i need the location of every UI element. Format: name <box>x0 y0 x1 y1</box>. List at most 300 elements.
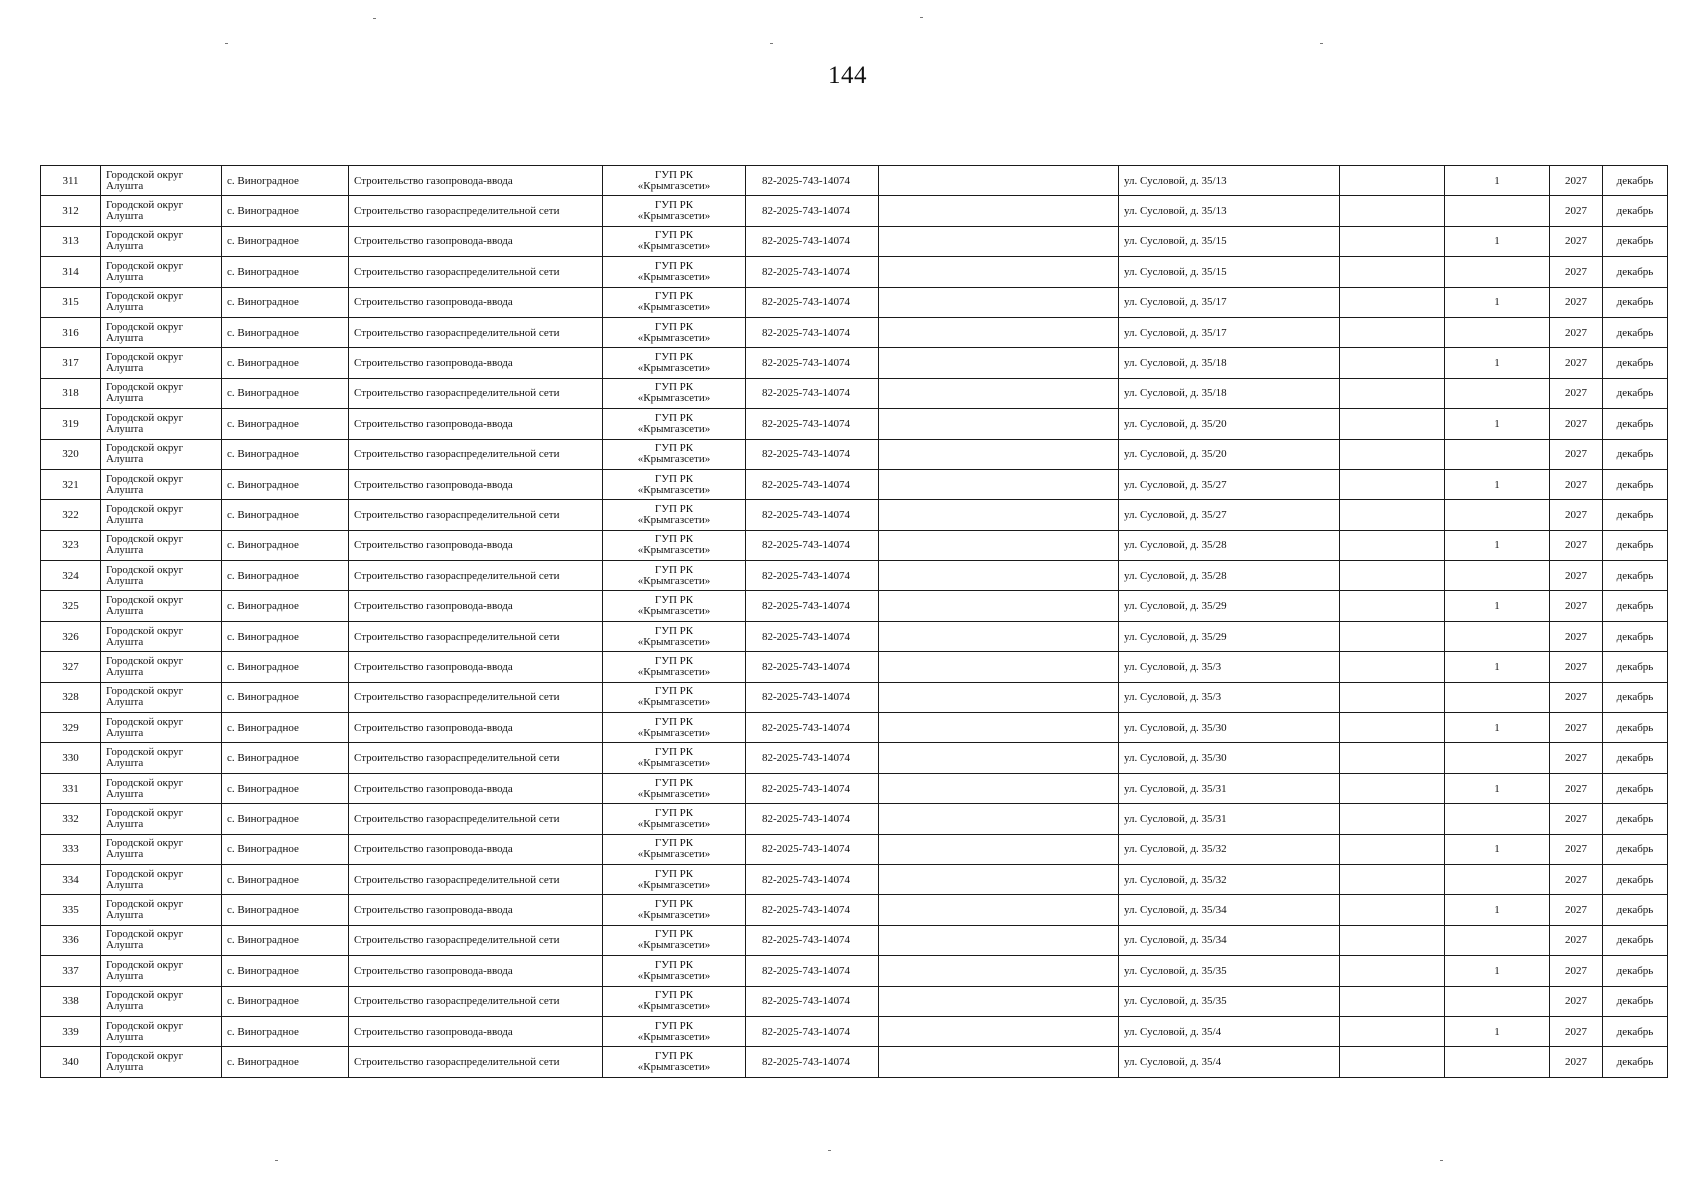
org-name-line1: ГУП РК <box>654 624 694 637</box>
table-row <box>41 287 1668 317</box>
cell-district: Городской округ Алушта <box>101 348 222 378</box>
cell-program-code: 82-2025-743-14074 <box>746 317 879 347</box>
org-name-line2: «Крымгазсети» <box>637 605 711 618</box>
cell-empty <box>1340 682 1445 712</box>
cell-program-code: 82-2025-743-14074 <box>746 257 879 287</box>
org-name-line2: «Крымгазсети» <box>637 544 711 557</box>
cell-empty <box>1340 652 1445 682</box>
cell-row-number: 339 <box>41 1016 101 1046</box>
cell-row-number: 325 <box>41 591 101 621</box>
cell-year: 2027 <box>1550 348 1603 378</box>
scan-speck <box>828 1150 831 1151</box>
cell-month: декабрь <box>1603 591 1668 621</box>
cell-work-type: Строительство газопровода-ввода <box>349 834 603 864</box>
cell-month: декабрь <box>1603 317 1668 347</box>
org-name-line2: «Крымгазсети» <box>637 635 711 648</box>
cell-settlement: с. Виноградное <box>222 591 349 621</box>
cell-district: Городской округ Алушта <box>101 257 222 287</box>
table-row <box>41 226 1668 256</box>
cell-count <box>1445 196 1550 226</box>
org-name-line2: «Крымгазсети» <box>637 817 711 830</box>
cell-address: ул. Сусловой, д. 35/31 <box>1119 804 1340 834</box>
cell-program-code: 82-2025-743-14074 <box>746 196 879 226</box>
cell-settlement: с. Виноградное <box>222 956 349 986</box>
cell-organization <box>603 743 746 773</box>
table-body <box>41 166 1668 1078</box>
cell-row-number: 312 <box>41 196 101 226</box>
cell-district: Городской округ Алушта <box>101 196 222 226</box>
cell-organization <box>603 682 746 712</box>
table-row <box>41 469 1668 499</box>
cell-row-number: 328 <box>41 682 101 712</box>
org-name-line2: «Крымгазсети» <box>637 848 711 861</box>
cell-month: декабрь <box>1603 561 1668 591</box>
cell-count <box>1445 864 1550 894</box>
table-row <box>41 956 1668 986</box>
cell-empty <box>1340 591 1445 621</box>
cell-work-type: Строительство газораспределительной сети <box>349 196 603 226</box>
cell-month: декабрь <box>1603 1047 1668 1077</box>
cell-work-type: Строительство газораспределительной сети <box>349 925 603 955</box>
cell-empty <box>1340 834 1445 864</box>
cell-program-code: 82-2025-743-14074 <box>746 500 879 530</box>
cell-row-number: 334 <box>41 864 101 894</box>
org-name-line1: ГУП РК <box>654 654 694 667</box>
cell-program-code: 82-2025-743-14074 <box>746 287 879 317</box>
cell-year: 2027 <box>1550 864 1603 894</box>
cell-settlement: с. Виноградное <box>222 1047 349 1077</box>
org-name-line1: ГУП РК <box>654 837 694 850</box>
cell-month: декабрь <box>1603 956 1668 986</box>
cell-empty <box>1340 713 1445 743</box>
scan-speck <box>1440 1160 1443 1161</box>
cell-empty <box>1340 226 1445 256</box>
cell-settlement: с. Виноградное <box>222 834 349 864</box>
cell-count <box>1445 804 1550 834</box>
org-name-line1: ГУП РК <box>654 229 694 242</box>
cell-program-code: 82-2025-743-14074 <box>746 348 879 378</box>
cell-empty <box>1340 895 1445 925</box>
cell-count <box>1445 257 1550 287</box>
cell-empty <box>879 925 1119 955</box>
cell-month: декабрь <box>1603 804 1668 834</box>
org-name-line2: «Крымгазсети» <box>637 969 711 982</box>
cell-empty <box>879 743 1119 773</box>
cell-district: Городской округ Алушта <box>101 773 222 803</box>
cell-month: декабрь <box>1603 530 1668 560</box>
cell-settlement: с. Виноградное <box>222 864 349 894</box>
cell-program-code: 82-2025-743-14074 <box>746 804 879 834</box>
cell-settlement: с. Виноградное <box>222 925 349 955</box>
cell-empty <box>879 409 1119 439</box>
cell-address: ул. Сусловой, д. 35/18 <box>1119 378 1340 408</box>
cell-work-type: Строительство газопровода-ввода <box>349 226 603 256</box>
cell-count <box>1445 317 1550 347</box>
cell-organization <box>603 713 746 743</box>
cell-count: 1 <box>1445 773 1550 803</box>
cell-organization <box>603 864 746 894</box>
cell-district: Городской округ Алушта <box>101 682 222 712</box>
cell-empty <box>1340 621 1445 651</box>
cell-row-number: 335 <box>41 895 101 925</box>
cell-empty <box>879 348 1119 378</box>
scan-speck <box>770 43 773 44</box>
cell-empty <box>879 713 1119 743</box>
org-name-line1: ГУП РК <box>654 1019 694 1032</box>
cell-empty <box>1340 561 1445 591</box>
cell-address: ул. Сусловой, д. 35/29 <box>1119 591 1340 621</box>
cell-organization <box>603 1016 746 1046</box>
table-row <box>41 834 1668 864</box>
cell-address: ул. Сусловой, д. 35/34 <box>1119 925 1340 955</box>
cell-organization <box>603 196 746 226</box>
cell-program-code: 82-2025-743-14074 <box>746 561 879 591</box>
cell-settlement: с. Виноградное <box>222 378 349 408</box>
cell-row-number: 319 <box>41 409 101 439</box>
cell-year: 2027 <box>1550 287 1603 317</box>
cell-work-type: Строительство газораспределительной сети <box>349 864 603 894</box>
org-name-line2: «Крымгазсети» <box>637 696 711 709</box>
cell-organization <box>603 895 746 925</box>
cell-work-type: Строительство газопровода-ввода <box>349 409 603 439</box>
cell-count <box>1445 500 1550 530</box>
cell-organization <box>603 834 746 864</box>
cell-count <box>1445 439 1550 469</box>
cell-address: ул. Сусловой, д. 35/35 <box>1119 986 1340 1016</box>
cell-work-type: Строительство газораспределительной сети <box>349 682 603 712</box>
cell-year: 2027 <box>1550 591 1603 621</box>
cell-program-code: 82-2025-743-14074 <box>746 166 879 196</box>
cell-organization <box>603 378 746 408</box>
cell-month: декабрь <box>1603 773 1668 803</box>
cell-settlement: с. Виноградное <box>222 804 349 834</box>
cell-work-type: Строительство газопровода-ввода <box>349 287 603 317</box>
org-name-line2: «Крымгазсети» <box>637 878 711 891</box>
table-row <box>41 591 1668 621</box>
cell-row-number: 321 <box>41 469 101 499</box>
cell-empty <box>879 561 1119 591</box>
cell-district: Городской округ Алушта <box>101 621 222 651</box>
cell-settlement: с. Виноградное <box>222 743 349 773</box>
table-row <box>41 986 1668 1016</box>
table-row <box>41 1016 1668 1046</box>
table-row <box>41 652 1668 682</box>
cell-address: ул. Сусловой, д. 35/15 <box>1119 257 1340 287</box>
org-name-line1: ГУП РК <box>654 685 694 698</box>
cell-settlement: с. Виноградное <box>222 166 349 196</box>
cell-district: Городской округ Алушта <box>101 500 222 530</box>
cell-work-type: Строительство газораспределительной сети <box>349 986 603 1016</box>
cell-row-number: 337 <box>41 956 101 986</box>
table-row <box>41 773 1668 803</box>
cell-settlement: с. Виноградное <box>222 713 349 743</box>
cell-address: ул. Сусловой, д. 35/13 <box>1119 196 1340 226</box>
cell-work-type: Строительство газораспределительной сети <box>349 621 603 651</box>
cell-year: 2027 <box>1550 196 1603 226</box>
cell-settlement: с. Виноградное <box>222 773 349 803</box>
org-name-line2: «Крымгазсети» <box>637 513 711 526</box>
cell-empty <box>1340 439 1445 469</box>
cell-row-number: 331 <box>41 773 101 803</box>
cell-program-code: 82-2025-743-14074 <box>746 226 879 256</box>
cell-address: ул. Сусловой, д. 35/17 <box>1119 317 1340 347</box>
cell-settlement: с. Виноградное <box>222 469 349 499</box>
cell-address: ул. Сусловой, д. 35/29 <box>1119 621 1340 651</box>
cell-row-number: 333 <box>41 834 101 864</box>
cell-empty <box>879 956 1119 986</box>
cell-work-type: Строительство газораспределительной сети <box>349 439 603 469</box>
cell-organization <box>603 317 746 347</box>
cell-year: 2027 <box>1550 530 1603 560</box>
table-row <box>41 804 1668 834</box>
cell-month: декабрь <box>1603 287 1668 317</box>
cell-empty <box>1340 1016 1445 1046</box>
cell-address: ул. Сусловой, д. 35/13 <box>1119 166 1340 196</box>
cell-count: 1 <box>1445 530 1550 560</box>
scan-speck <box>225 43 228 44</box>
cell-month: декабрь <box>1603 439 1668 469</box>
cell-empty <box>879 257 1119 287</box>
cell-row-number: 311 <box>41 166 101 196</box>
cell-empty <box>1340 257 1445 287</box>
cell-empty <box>1340 317 1445 347</box>
cell-organization <box>603 773 746 803</box>
cell-count <box>1445 925 1550 955</box>
scan-speck <box>920 17 923 18</box>
cell-work-type: Строительство газопровода-ввода <box>349 773 603 803</box>
cell-settlement: с. Виноградное <box>222 530 349 560</box>
cell-settlement: с. Виноградное <box>222 348 349 378</box>
cell-address: ул. Сусловой, д. 35/18 <box>1119 348 1340 378</box>
cell-work-type: Строительство газораспределительной сети <box>349 804 603 834</box>
cell-empty <box>1340 956 1445 986</box>
cell-address: ул. Сусловой, д. 35/4 <box>1119 1016 1340 1046</box>
table-row <box>41 166 1668 196</box>
cell-row-number: 317 <box>41 348 101 378</box>
cell-address: ул. Сусловой, д. 35/3 <box>1119 682 1340 712</box>
org-name-line1: ГУП РК <box>654 472 694 485</box>
cell-address: ул. Сусловой, д. 35/17 <box>1119 287 1340 317</box>
table-row <box>41 864 1668 894</box>
cell-count <box>1445 561 1550 591</box>
cell-year: 2027 <box>1550 1016 1603 1046</box>
cell-count <box>1445 621 1550 651</box>
cell-organization <box>603 956 746 986</box>
cell-row-number: 340 <box>41 1047 101 1077</box>
cell-program-code: 82-2025-743-14074 <box>746 682 879 712</box>
cell-program-code: 82-2025-743-14074 <box>746 439 879 469</box>
cell-count: 1 <box>1445 652 1550 682</box>
cell-year: 2027 <box>1550 317 1603 347</box>
cell-month: декабрь <box>1603 196 1668 226</box>
cell-count: 1 <box>1445 956 1550 986</box>
cell-empty <box>1340 804 1445 834</box>
cell-program-code: 82-2025-743-14074 <box>746 378 879 408</box>
cell-address: ул. Сусловой, д. 35/34 <box>1119 895 1340 925</box>
org-name-line1: ГУП РК <box>654 290 694 303</box>
cell-program-code: 82-2025-743-14074 <box>746 530 879 560</box>
cell-empty <box>1340 925 1445 955</box>
cell-district: Городской округ Алушта <box>101 561 222 591</box>
cell-district: Городской округ Алушта <box>101 530 222 560</box>
table-row <box>41 895 1668 925</box>
cell-address: ул. Сусловой, д. 35/30 <box>1119 713 1340 743</box>
cell-work-type: Строительство газопровода-ввода <box>349 591 603 621</box>
cell-organization <box>603 561 746 591</box>
cell-district: Городской округ Алушта <box>101 1047 222 1077</box>
cell-row-number: 320 <box>41 439 101 469</box>
cell-row-number: 313 <box>41 226 101 256</box>
page-number: 144 <box>828 62 867 89</box>
table-row <box>41 500 1668 530</box>
cell-address: ул. Сусловой, д. 35/28 <box>1119 561 1340 591</box>
cell-row-number: 315 <box>41 287 101 317</box>
org-name-line2: «Крымгазсети» <box>637 665 711 678</box>
cell-month: декабрь <box>1603 1016 1668 1046</box>
org-name-line1: ГУП РК <box>654 442 694 455</box>
org-name-line1: ГУП РК <box>654 928 694 941</box>
cell-row-number: 329 <box>41 713 101 743</box>
cell-work-type: Строительство газораспределительной сети <box>349 257 603 287</box>
cell-settlement: с. Виноградное <box>222 561 349 591</box>
cell-empty <box>879 986 1119 1016</box>
cell-year: 2027 <box>1550 956 1603 986</box>
cell-month: декабрь <box>1603 409 1668 439</box>
cell-organization <box>603 986 746 1016</box>
cell-program-code: 82-2025-743-14074 <box>746 469 879 499</box>
cell-address: ул. Сусловой, д. 35/31 <box>1119 773 1340 803</box>
cell-address: ул. Сусловой, д. 35/27 <box>1119 469 1340 499</box>
cell-district: Городской округ Алушта <box>101 409 222 439</box>
org-name-line2: «Крымгазсети» <box>637 1061 711 1074</box>
table-row <box>41 561 1668 591</box>
cell-count <box>1445 986 1550 1016</box>
cell-empty <box>879 834 1119 864</box>
cell-empty <box>879 773 1119 803</box>
org-name-line1: ГУП РК <box>654 411 694 424</box>
cell-year: 2027 <box>1550 895 1603 925</box>
cell-organization <box>603 348 746 378</box>
org-name-line1: ГУП РК <box>654 806 694 819</box>
cell-settlement: с. Виноградное <box>222 257 349 287</box>
cell-district: Городской округ Алушта <box>101 804 222 834</box>
org-name-line1: ГУП РК <box>654 776 694 789</box>
cell-count: 1 <box>1445 834 1550 864</box>
cell-district: Городской округ Алушта <box>101 986 222 1016</box>
cell-row-number: 323 <box>41 530 101 560</box>
table-row <box>41 530 1668 560</box>
org-name-line2: «Крымгазсети» <box>637 726 711 739</box>
cell-organization <box>603 621 746 651</box>
cell-address: ул. Сусловой, д. 35/32 <box>1119 834 1340 864</box>
cell-month: декабрь <box>1603 166 1668 196</box>
cell-month: декабрь <box>1603 895 1668 925</box>
cell-settlement: с. Виноградное <box>222 1016 349 1046</box>
cell-organization <box>603 500 746 530</box>
cell-count <box>1445 378 1550 408</box>
cell-work-type: Строительство газопровода-ввода <box>349 530 603 560</box>
cell-empty <box>879 895 1119 925</box>
cell-month: декабрь <box>1603 378 1668 408</box>
cell-empty <box>1340 348 1445 378</box>
cell-settlement: с. Виноградное <box>222 196 349 226</box>
cell-settlement: с. Виноградное <box>222 226 349 256</box>
cell-work-type: Строительство газораспределительной сети <box>349 561 603 591</box>
cell-address: ул. Сусловой, д. 35/28 <box>1119 530 1340 560</box>
cell-district: Городской округ Алушта <box>101 469 222 499</box>
cell-address: ул. Сусловой, д. 35/20 <box>1119 439 1340 469</box>
cell-settlement: с. Виноградное <box>222 317 349 347</box>
table-row <box>41 409 1668 439</box>
cell-count <box>1445 1047 1550 1077</box>
org-name-line1: ГУП РК <box>654 381 694 394</box>
cell-empty <box>879 804 1119 834</box>
table-row <box>41 682 1668 712</box>
cell-month: декабрь <box>1603 682 1668 712</box>
cell-organization <box>603 287 746 317</box>
cell-year: 2027 <box>1550 257 1603 287</box>
table-row <box>41 378 1668 408</box>
cell-organization <box>603 166 746 196</box>
cell-month: декабрь <box>1603 226 1668 256</box>
cell-empty <box>879 621 1119 651</box>
cell-month: декабрь <box>1603 652 1668 682</box>
cell-empty <box>1340 500 1445 530</box>
cell-month: декабрь <box>1603 469 1668 499</box>
org-name-line2: «Крымгазсети» <box>637 210 711 223</box>
cell-year: 2027 <box>1550 378 1603 408</box>
cell-year: 2027 <box>1550 713 1603 743</box>
cell-settlement: с. Виноградное <box>222 652 349 682</box>
cell-district: Городской округ Алушта <box>101 652 222 682</box>
cell-organization <box>603 469 746 499</box>
cell-address: ул. Сусловой, д. 35/35 <box>1119 956 1340 986</box>
cell-row-number: 314 <box>41 257 101 287</box>
cell-month: декабрь <box>1603 621 1668 651</box>
table-row <box>41 257 1668 287</box>
cell-empty <box>879 226 1119 256</box>
cell-district: Городской округ Алушта <box>101 743 222 773</box>
cell-count: 1 <box>1445 287 1550 317</box>
org-name-line1: ГУП РК <box>654 958 694 971</box>
cell-year: 2027 <box>1550 743 1603 773</box>
cell-year: 2027 <box>1550 804 1603 834</box>
org-name-line2: «Крымгазсети» <box>637 909 711 922</box>
cell-work-type: Строительство газораспределительной сети <box>349 1047 603 1077</box>
org-name-line2: «Крымгазсети» <box>637 1000 711 1013</box>
cell-district: Городской округ Алушта <box>101 864 222 894</box>
cell-year: 2027 <box>1550 500 1603 530</box>
cell-year: 2027 <box>1550 834 1603 864</box>
cell-row-number: 324 <box>41 561 101 591</box>
org-name-line1: ГУП РК <box>654 199 694 212</box>
table-row <box>41 348 1668 378</box>
gasification-table <box>40 165 1668 1078</box>
scan-speck <box>1320 43 1323 44</box>
cell-empty <box>879 591 1119 621</box>
cell-empty <box>879 1016 1119 1046</box>
cell-empty <box>879 317 1119 347</box>
org-name-line1: ГУП РК <box>654 989 694 1002</box>
cell-address: ул. Сусловой, д. 35/32 <box>1119 864 1340 894</box>
cell-address: ул. Сусловой, д. 35/30 <box>1119 743 1340 773</box>
cell-organization <box>603 925 746 955</box>
cell-settlement: с. Виноградное <box>222 439 349 469</box>
org-name-line1: ГУП РК <box>654 594 694 607</box>
org-name-line1: ГУП РК <box>654 563 694 576</box>
cell-year: 2027 <box>1550 621 1603 651</box>
cell-program-code: 82-2025-743-14074 <box>746 956 879 986</box>
